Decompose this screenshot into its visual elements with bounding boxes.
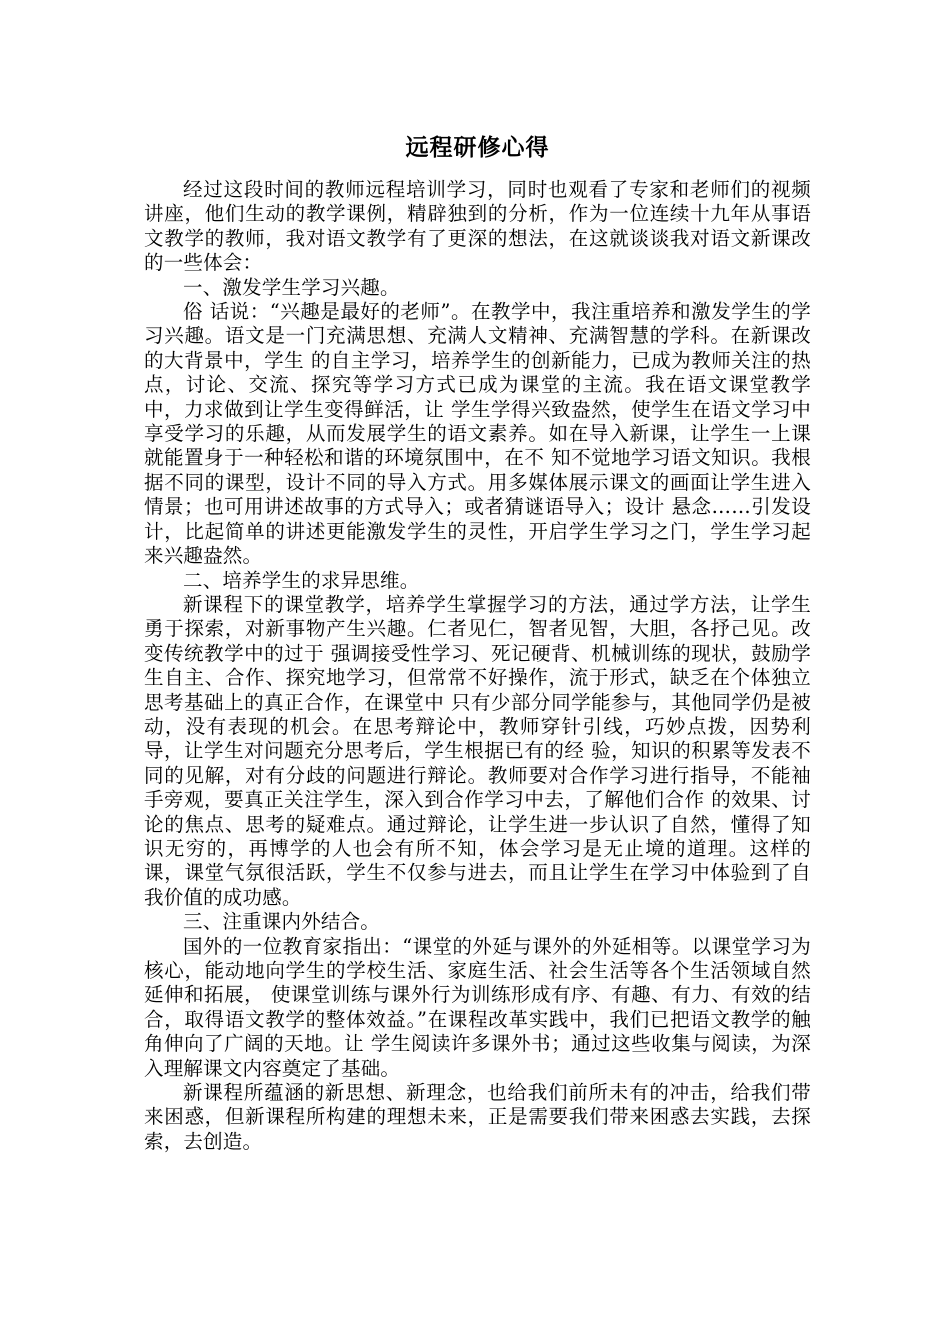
document-title: 远程研修心得	[405, 134, 550, 161]
paragraph-intro: 经过这段时间的教师远程培训学习，同时也观看了专家和老师们的视频讲座，他们生动的教学课例，精辟独到的分析，作为一位连续十九年从事语文教学的教师，我对语文教学有了更深的想法，在这就谈谈我对语文新课改的一些体会：	[144, 178, 811, 275]
paragraph-conclusion: 新课程所蕴涵的新思想、新理念，也给我们前所未有的冲击，给我们带来困惑，但新课程所构建的理想未来，正是需要我们带来困惑去实践，去探索，去创造。	[144, 1081, 811, 1153]
document-body	[144, 128, 811, 1154]
paragraph-section-2: 新课程下的课堂教学，培养学生掌握学习的方法，通过学方法，让学生勇于探索，对新事物产生兴趣。仁者见仁，智者见智，大胆，各抒己见。改变传统教学中的过于 强调接受性学习、死记硬背、机械训练的现状，鼓励学生自主、合作、探究地学习，但常常不好操作，流于形式，缺乏在个体独立思考基础上的真正合作，在课堂中 只有少部分同学能参与，其他同学仍是被动，没有表现的机会。在思考辩论中，教师穿针引线，巧妙点拨，因势利导，让学生对问题充分思考后，学生根据已有的经 验，知识的积累等发表不同的见解，对有分歧的问题进行辩论。教师要对合作学习进行指导，不能袖手旁观，要真正关注学生，深入到合作学习中去，了解他们合作 的效果、讨论的焦点、思考的疑难点。通过辩论，让学生进一步认识了自然，懂得了知识无穷的，再博学的人也会有所不知，体会学习是无止境的道理。这样的课，课堂气氛很活跃，学生不仅参与进去，而且让学生在学习中体验到了自我价值的成功感。	[144, 592, 811, 909]
section-heading-1: 一、激发学生学习兴趣。	[183, 275, 400, 299]
section-heading-2: 二、培养学生的求异思维。	[183, 568, 420, 592]
paragraph-section-3: 国外的一位教育家指出：“课堂的外延与课外的外延相等。以课堂学习为核心，能动地向学生的学校生活、家庭生活、社会生活等各个生活领域自然延伸和拓展， 使课堂训练与课外行为训练形成有序、有趣、有力、有效的结合，取得语文教学的整体效益。”在课程改革实践中，我们已把语文教学的触角伸向了广阔的天地。让 学生阅读许多课外书；通过这些收集与阅读，为深入理解课文内容奠定了基础。	[144, 934, 811, 1080]
section-heading-3: 三、注重课内外结合。	[183, 910, 381, 934]
paragraph-section-1: 俗 话说：“兴趣是最好的老师”。在教学中，我注重培养和激发学生的学习兴趣。语文是一门充满思想、充满人文精神、充满智慧的学科。在新课改的大背景中，学生 的自主学习，培养学生的创新能力，已成为教师关注的热点，讨论、交流、探究等学习方式已成为课堂的主流。我在语文课堂教学中，力求做到让学生变得鲜活，让 学生学得兴致盎然，使学生在语文学习中享受学习的乐趣，从而发展学生的语文素养。如在导入新课，让学生一上课就能置身于一种轻松和谐的环境氛围中，在不 知不觉地学习语文知识。我根据不同的课型，设计不同的导入方式。用多媒体展示课文的画面让学生进入情景；也可用讲述故事的方式导入；或者猜谜语导入；设计 悬念……引发设计，比起简单的讲述更能激发学生的灵性，开启学生学习之门，学生学习起来兴趣盎然。	[144, 300, 811, 568]
